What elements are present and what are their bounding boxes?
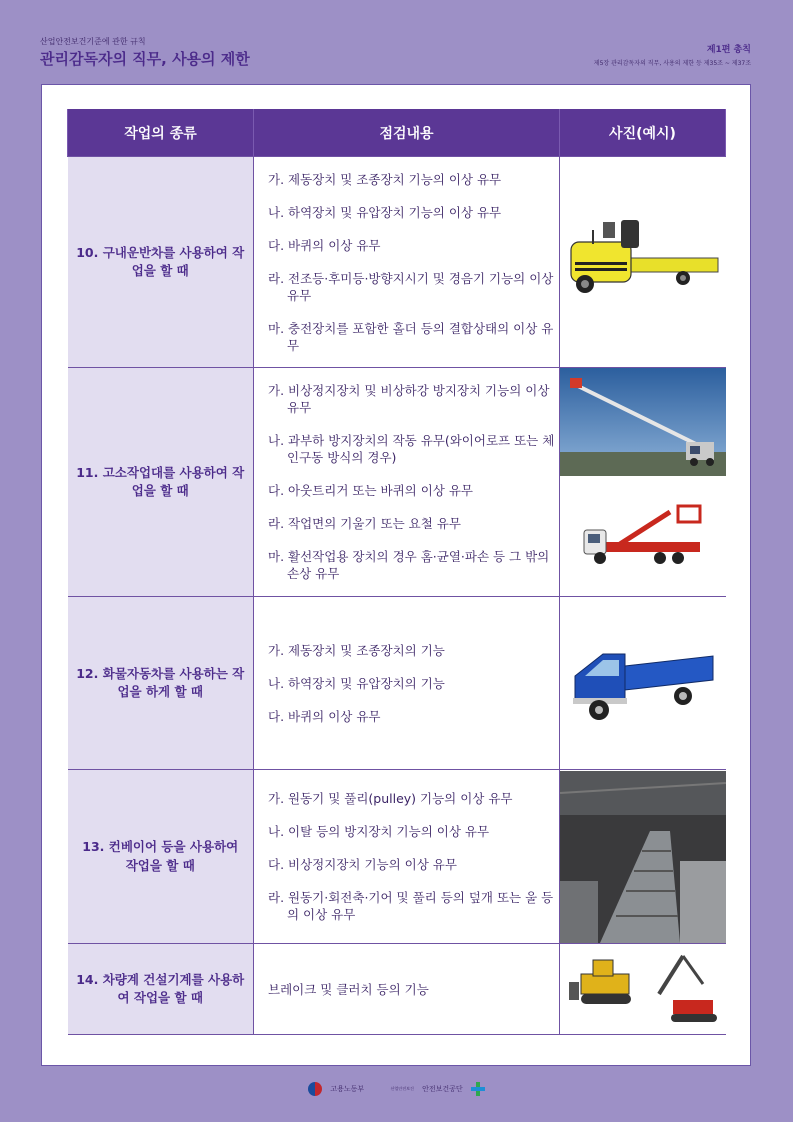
table-row bbox=[68, 944, 726, 1035]
work-type-cell bbox=[68, 944, 254, 1035]
inspection-item: 다. 바퀴의 이상 유무 bbox=[268, 708, 381, 724]
regulation-label: 산업안전보건기준에 관한 규칙 bbox=[40, 37, 146, 46]
agency-cross-icon bbox=[471, 1082, 485, 1096]
photo-cell bbox=[560, 944, 726, 1035]
chapter-label: 제5장 관리감독자의 직무, 사용의 제한 등 제35조 ~ 제37조 bbox=[593, 60, 751, 67]
work-type-cell bbox=[68, 597, 254, 770]
inspection-item: 가. 원동기 및 풀리(pulley) 기능의 이상 유무 bbox=[268, 791, 513, 806]
inspection-item: 나. 하역장치 및 유압장치의 기능 bbox=[268, 675, 445, 691]
inspection-cell bbox=[254, 368, 560, 597]
header-inspection: 점검내용 bbox=[254, 109, 560, 157]
inspection-item: 브레이크 및 클러치 등의 기능 bbox=[268, 981, 429, 997]
photo-cell bbox=[560, 770, 726, 944]
inspection-item: 가. 제동장치 및 조종장치의 기능 bbox=[268, 642, 445, 658]
table-row bbox=[68, 597, 726, 770]
part-label: 제1편 총칙 bbox=[706, 45, 751, 55]
table-row bbox=[68, 157, 726, 368]
agency-small-label: 산업안전보건 bbox=[390, 1086, 414, 1091]
inspection-item: 가. 비상정지장치 및 비상하강 방지장치 기능의 이상 유무 bbox=[268, 383, 550, 415]
inspection-item: 다. 바퀴의 이상 유무 bbox=[268, 237, 381, 253]
ministry-label: 고용노동부 bbox=[330, 1085, 365, 1093]
work-type-text: 11. 고소작업대를 사용하여 작업을 할 때 bbox=[76, 464, 245, 498]
work-type-cell bbox=[68, 368, 254, 597]
tow-tractor-image bbox=[563, 200, 723, 320]
conveyor-image bbox=[560, 771, 726, 943]
inspection-item: 다. 아웃트리거 또는 바퀴의 이상 유무 bbox=[268, 483, 473, 498]
inspection-item: 라. 원동기·회전축·기어 및 풀리 등의 덮개 또는 울 등의 이상 유무 bbox=[268, 890, 554, 922]
cargo-truck-image bbox=[563, 626, 723, 736]
aerial-platform-image bbox=[560, 368, 726, 476]
inspection-item: 가. 제동장치 및 조종장치 기능의 이상 유무 bbox=[268, 171, 502, 187]
page-title: 관리감독자의 직무, 사용의 제한 bbox=[40, 50, 250, 68]
construction-machinery-image bbox=[563, 944, 723, 1030]
inspection-table bbox=[67, 109, 726, 1035]
inspection-cell bbox=[254, 770, 560, 944]
photo-cell bbox=[560, 368, 726, 597]
agency-label: 안전보건공단 bbox=[422, 1085, 463, 1093]
work-type-text: 10. 구내운반차를 사용하여 작업을 할 때 bbox=[76, 244, 245, 278]
table-header-row bbox=[68, 109, 726, 157]
content-panel bbox=[41, 84, 751, 1066]
government-emblem-icon bbox=[308, 1082, 322, 1096]
work-type-text: 13. 컨베이어 등을 사용하여 작업을 할 때 bbox=[82, 839, 239, 873]
aerial-truck-image bbox=[560, 498, 726, 588]
inspection-cell bbox=[254, 157, 560, 368]
inspection-item: 나. 과부하 방지장치의 작동 유무(와이어로프 또는 체인구동 방식의 경우) bbox=[268, 433, 555, 465]
inspection-item: 마. 충전장치를 포함한 홀더 등의 결합상태의 이상 유무 bbox=[268, 320, 554, 353]
inspection-item: 나. 이탈 등의 방지장치 기능의 이상 유무 bbox=[268, 824, 490, 839]
table-row bbox=[68, 770, 726, 944]
work-type-text: 12. 화물자동차를 사용하는 작업을 하게 할 때 bbox=[76, 665, 245, 699]
work-type-cell bbox=[68, 157, 254, 368]
table-row bbox=[68, 368, 726, 597]
header-work-type: 작업의 종류 bbox=[68, 109, 254, 157]
inspection-item: 라. 작업면의 기울기 또는 요철 유무 bbox=[268, 516, 461, 531]
work-type-text: 14. 차량계 건설기계를 사용하여 작업을 할 때 bbox=[76, 971, 245, 1005]
inspection-item: 마. 활선작업용 장치의 경우 홈·균열·파손 등 그 밖의 손상 유무 bbox=[268, 549, 550, 581]
inspection-cell bbox=[254, 944, 560, 1035]
inspection-item: 다. 비상정지장치 기능의 이상 유무 bbox=[268, 857, 457, 872]
header-photo: 사진(예시) bbox=[560, 109, 726, 157]
photo-cell bbox=[560, 157, 726, 368]
inspection-item: 나. 하역장치 및 유압장치 기능의 이상 유무 bbox=[268, 204, 502, 220]
inspection-item: 라. 전조등·후미등·방향지시기 및 경음기 기능의 이상 유무 bbox=[268, 270, 554, 303]
work-type-cell bbox=[68, 770, 254, 944]
footer bbox=[0, 1082, 793, 1096]
photo-cell bbox=[560, 597, 726, 770]
inspection-cell bbox=[254, 597, 560, 770]
